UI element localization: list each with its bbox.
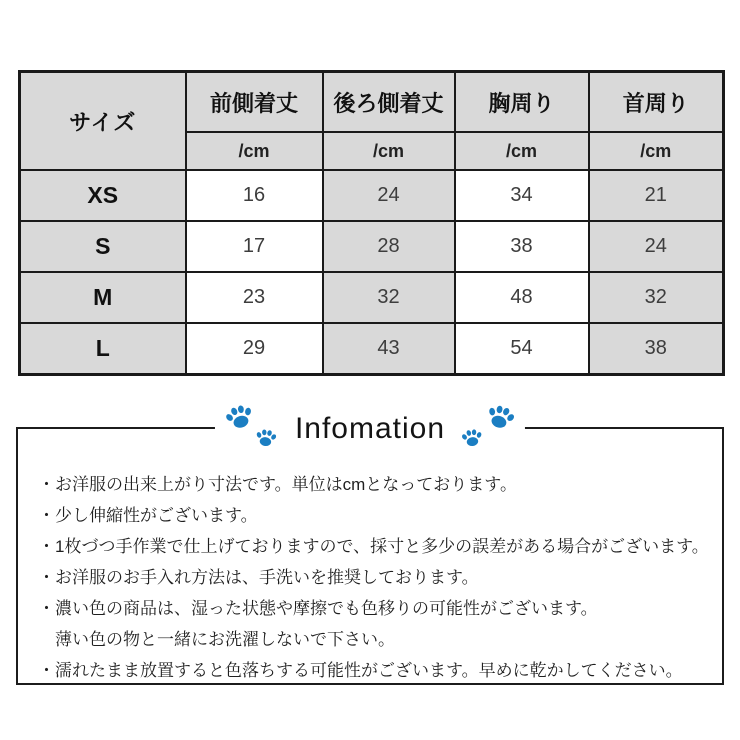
unit-label: /cm (589, 132, 724, 170)
unit-label: /cm (186, 132, 323, 170)
table-row-xs (20, 170, 724, 221)
list-item (38, 469, 710, 500)
list-item (38, 593, 710, 624)
bullet-marker: ・ (38, 506, 55, 525)
bullet-marker: ・ (38, 661, 55, 680)
column-header-neck: 首周り (589, 72, 724, 133)
measurement-value: 43 (323, 323, 455, 375)
note-text: 1枚づつ手作業で仕上げておりますので、採寸と多少の誤差がある場合がございます。 (55, 537, 709, 556)
measurement-value: 32 (323, 272, 455, 323)
bullet-marker: ・ (38, 537, 55, 556)
information-title: Infomation (294, 412, 446, 445)
paw-prints-left (223, 402, 285, 456)
unit-label: /cm (455, 132, 589, 170)
note-text: 薄い色の物と一緒にお洗濯しないで下さい。 (55, 630, 395, 649)
table-row-m (20, 272, 724, 323)
measurement-value: 28 (323, 221, 455, 272)
note-text: お洋服のお手入れ方法は、手洗いを推奨しております。 (55, 568, 479, 587)
bullet-marker: ・ (38, 599, 55, 618)
size-label: L (20, 323, 186, 375)
measurement-value: 21 (589, 170, 724, 221)
size-label: M (20, 272, 186, 323)
size-label: S (20, 221, 186, 272)
column-header-back-length: 後ろ側着丈 (323, 72, 455, 133)
unit-label: /cm (323, 132, 455, 170)
note-text: 少し伸縮性がございます。 (55, 506, 258, 525)
bullet-marker: ・ (38, 568, 55, 587)
column-header-size: サイズ (20, 72, 186, 171)
paw-print-icon (254, 427, 279, 450)
list-item (38, 562, 710, 593)
measurement-value: 17 (186, 221, 323, 272)
note-text: 濃い色の商品は、湿った状態や摩擦でも色移りの可能性がございます。 (55, 599, 598, 618)
paw-print-icon (460, 427, 485, 450)
bullet-marker: ・ (38, 475, 55, 494)
table-header-row (20, 72, 724, 133)
paw-print-icon (483, 400, 519, 434)
note-text: 濡れたまま放置すると色落ちする可能性がございます。早めに乾かしてください。 (55, 661, 683, 680)
measurement-value: 29 (186, 323, 323, 375)
measurement-value: 38 (589, 323, 724, 375)
measurement-value: 34 (455, 170, 589, 221)
size-table (18, 70, 725, 376)
information-box (16, 412, 724, 685)
list-item (38, 531, 710, 562)
column-header-chest: 胸周り (455, 72, 589, 133)
paw-prints-right (455, 402, 517, 456)
measurement-value: 24 (323, 170, 455, 221)
table-row-l (20, 323, 724, 375)
column-header-front-length: 前側着丈 (186, 72, 323, 133)
information-title-band (215, 401, 525, 457)
size-label: XS (20, 170, 186, 221)
list-item (38, 500, 710, 531)
list-item (38, 655, 710, 686)
note-text: お洋服の出来上がり寸法です。単位はcmとなっております。 (55, 475, 517, 494)
measurement-value: 32 (589, 272, 724, 323)
care-notes-list (18, 429, 722, 686)
list-item (38, 624, 710, 655)
measurement-value: 16 (186, 170, 323, 221)
measurement-value: 38 (455, 221, 589, 272)
measurement-value: 23 (186, 272, 323, 323)
paw-print-icon (222, 400, 258, 434)
table-row-s (20, 221, 724, 272)
measurement-value: 24 (589, 221, 724, 272)
measurement-value: 54 (455, 323, 589, 375)
measurement-value: 48 (455, 272, 589, 323)
